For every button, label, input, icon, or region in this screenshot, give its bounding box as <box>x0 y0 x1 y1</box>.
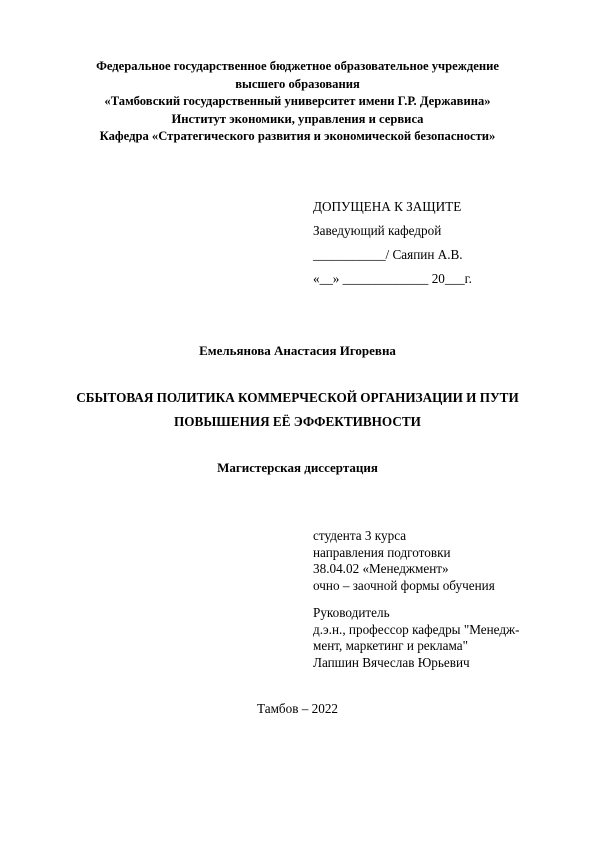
institute-name: Институт экономики, управления и сервиса <box>171 111 424 126</box>
approval-position: Заведующий кафедрой <box>313 223 442 238</box>
student-study-form: очно – заочной формы обучения <box>313 577 495 593</box>
university-name: «Тамбовский государственный университет имени Г.Р. Державина» <box>104 94 491 108</box>
supervisor-name: Лапшин Вячеслав Юрьевич <box>313 654 470 670</box>
student-info <box>313 528 495 594</box>
approval-signature: ___________/ Саяпин А.В. <box>313 247 463 262</box>
thesis-title-line-2: ПОВЫШЕНИЯ ЕЁ ЭФФЕКТИВНОСТИ <box>174 414 421 429</box>
place-year: Тамбов – 2022 <box>256 701 339 716</box>
institution-line-1: Федеральное государственное бюджетное образовательное учреждение <box>96 59 499 73</box>
institution-header <box>0 58 595 146</box>
approval-date: «__» _____________ 20___г. <box>313 271 472 286</box>
institution-line-2: высшего образования <box>235 76 360 91</box>
supervisor-info <box>313 605 520 671</box>
thesis-title <box>0 386 595 434</box>
student-direction-code: 38.04.02 «Менеджмент» <box>313 561 449 576</box>
approval-heading: ДОПУЩЕНА К ЗАЩИТЕ <box>313 199 462 214</box>
department-name: Кафедра «Стратегического развития и экономической безопасности» <box>99 129 496 143</box>
supervisor-title-line-2: мент, маркетинг и реклама" <box>313 638 468 653</box>
supervisor-label: Руководитель <box>313 605 390 620</box>
student-year: студента 3 курса <box>313 528 407 543</box>
approval-block <box>313 195 472 291</box>
work-type: Магистерская диссертация <box>217 460 378 475</box>
author-name: Емельянова Анастасия Игоревна <box>199 343 396 358</box>
student-direction-label: направления подготовки <box>313 544 451 560</box>
thesis-title-line-1: СБЫТОВАЯ ПОЛИТИКА КОММЕРЧЕСКОЙ ОРГАНИЗАЦИИ И ПУТИ <box>76 390 519 405</box>
supervisor-title-line-1: д.э.н., профессор кафедры "Менедж- <box>313 621 520 637</box>
